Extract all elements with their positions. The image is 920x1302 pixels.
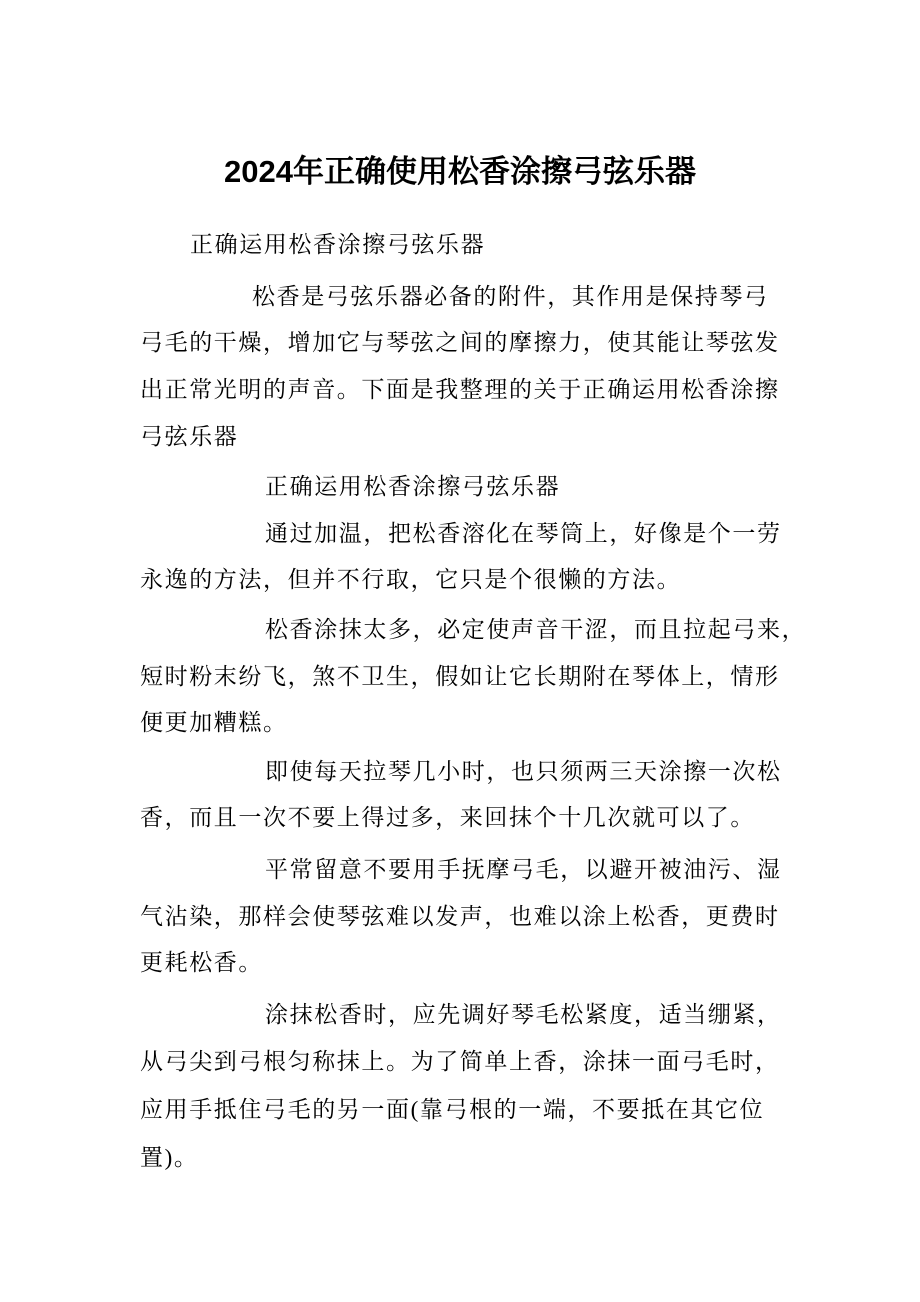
- paragraph-line: 涂抹松香时，应先调好琴毛松紧度，适当绷紧，: [265, 1002, 782, 1027]
- paragraph-line: 永逸的方法，但并不行取，它只是个很懒的方法。: [140, 567, 682, 592]
- paragraph-line: 弓毛的干燥，增加它与琴弦之间的摩擦力，使其能让琴弦发: [140, 330, 780, 355]
- paragraph-line: 松香涂抹太多，必定使声音干涩，而且拉起弓来，: [265, 617, 807, 642]
- paragraph-line: 平常留意不要用手抚摩弓毛，以避开被油污、湿: [265, 857, 782, 882]
- paragraph-line: 香，而且一次不要上得过多，来回抹个十几次就可以了。: [140, 805, 755, 830]
- paragraph-line: 更耗松香。: [140, 950, 263, 975]
- paragraph-line: 置)。: [140, 1145, 199, 1170]
- paragraph-line: 出正常光明的声音。下面是我整理的关于正确运用松香涂擦: [140, 377, 780, 402]
- subheading: 正确运用松香涂擦弓弦乐器: [265, 474, 561, 499]
- paragraph-line: 便更加糟糕。: [140, 710, 288, 735]
- paragraph-line: 通过加温，把松香溶化在琴筒上，好像是个一劳: [265, 521, 782, 546]
- subheading: 正确运用松香涂擦弓弦乐器: [190, 232, 486, 257]
- paragraph-line: 气沾染，那样会使琴弦难以发声，也难以涂上松香，更费时: [140, 904, 780, 929]
- document-title: 2024年正确使用松香涂擦弓弦乐器: [224, 154, 696, 189]
- paragraph-line: 应用手抵住弓毛的另一面(靠弓根的一端，不要抵在其它位: [140, 1097, 765, 1122]
- paragraph-line: 短时粉末纷飞，煞不卫生，假如让它长期附在琴体上，情形: [140, 664, 780, 689]
- paragraph-line: 即使每天拉琴几小时，也只须两三天涂擦一次松: [265, 759, 782, 784]
- paragraph-line: 从弓尖到弓根匀称抹上。为了简单上香，涂抹一面弓毛时，: [140, 1049, 780, 1074]
- paragraph-line: 松香是弓弦乐器必备的附件，其作用是保持琴弓: [252, 284, 769, 309]
- paragraph-line: 弓弦乐器: [140, 424, 239, 449]
